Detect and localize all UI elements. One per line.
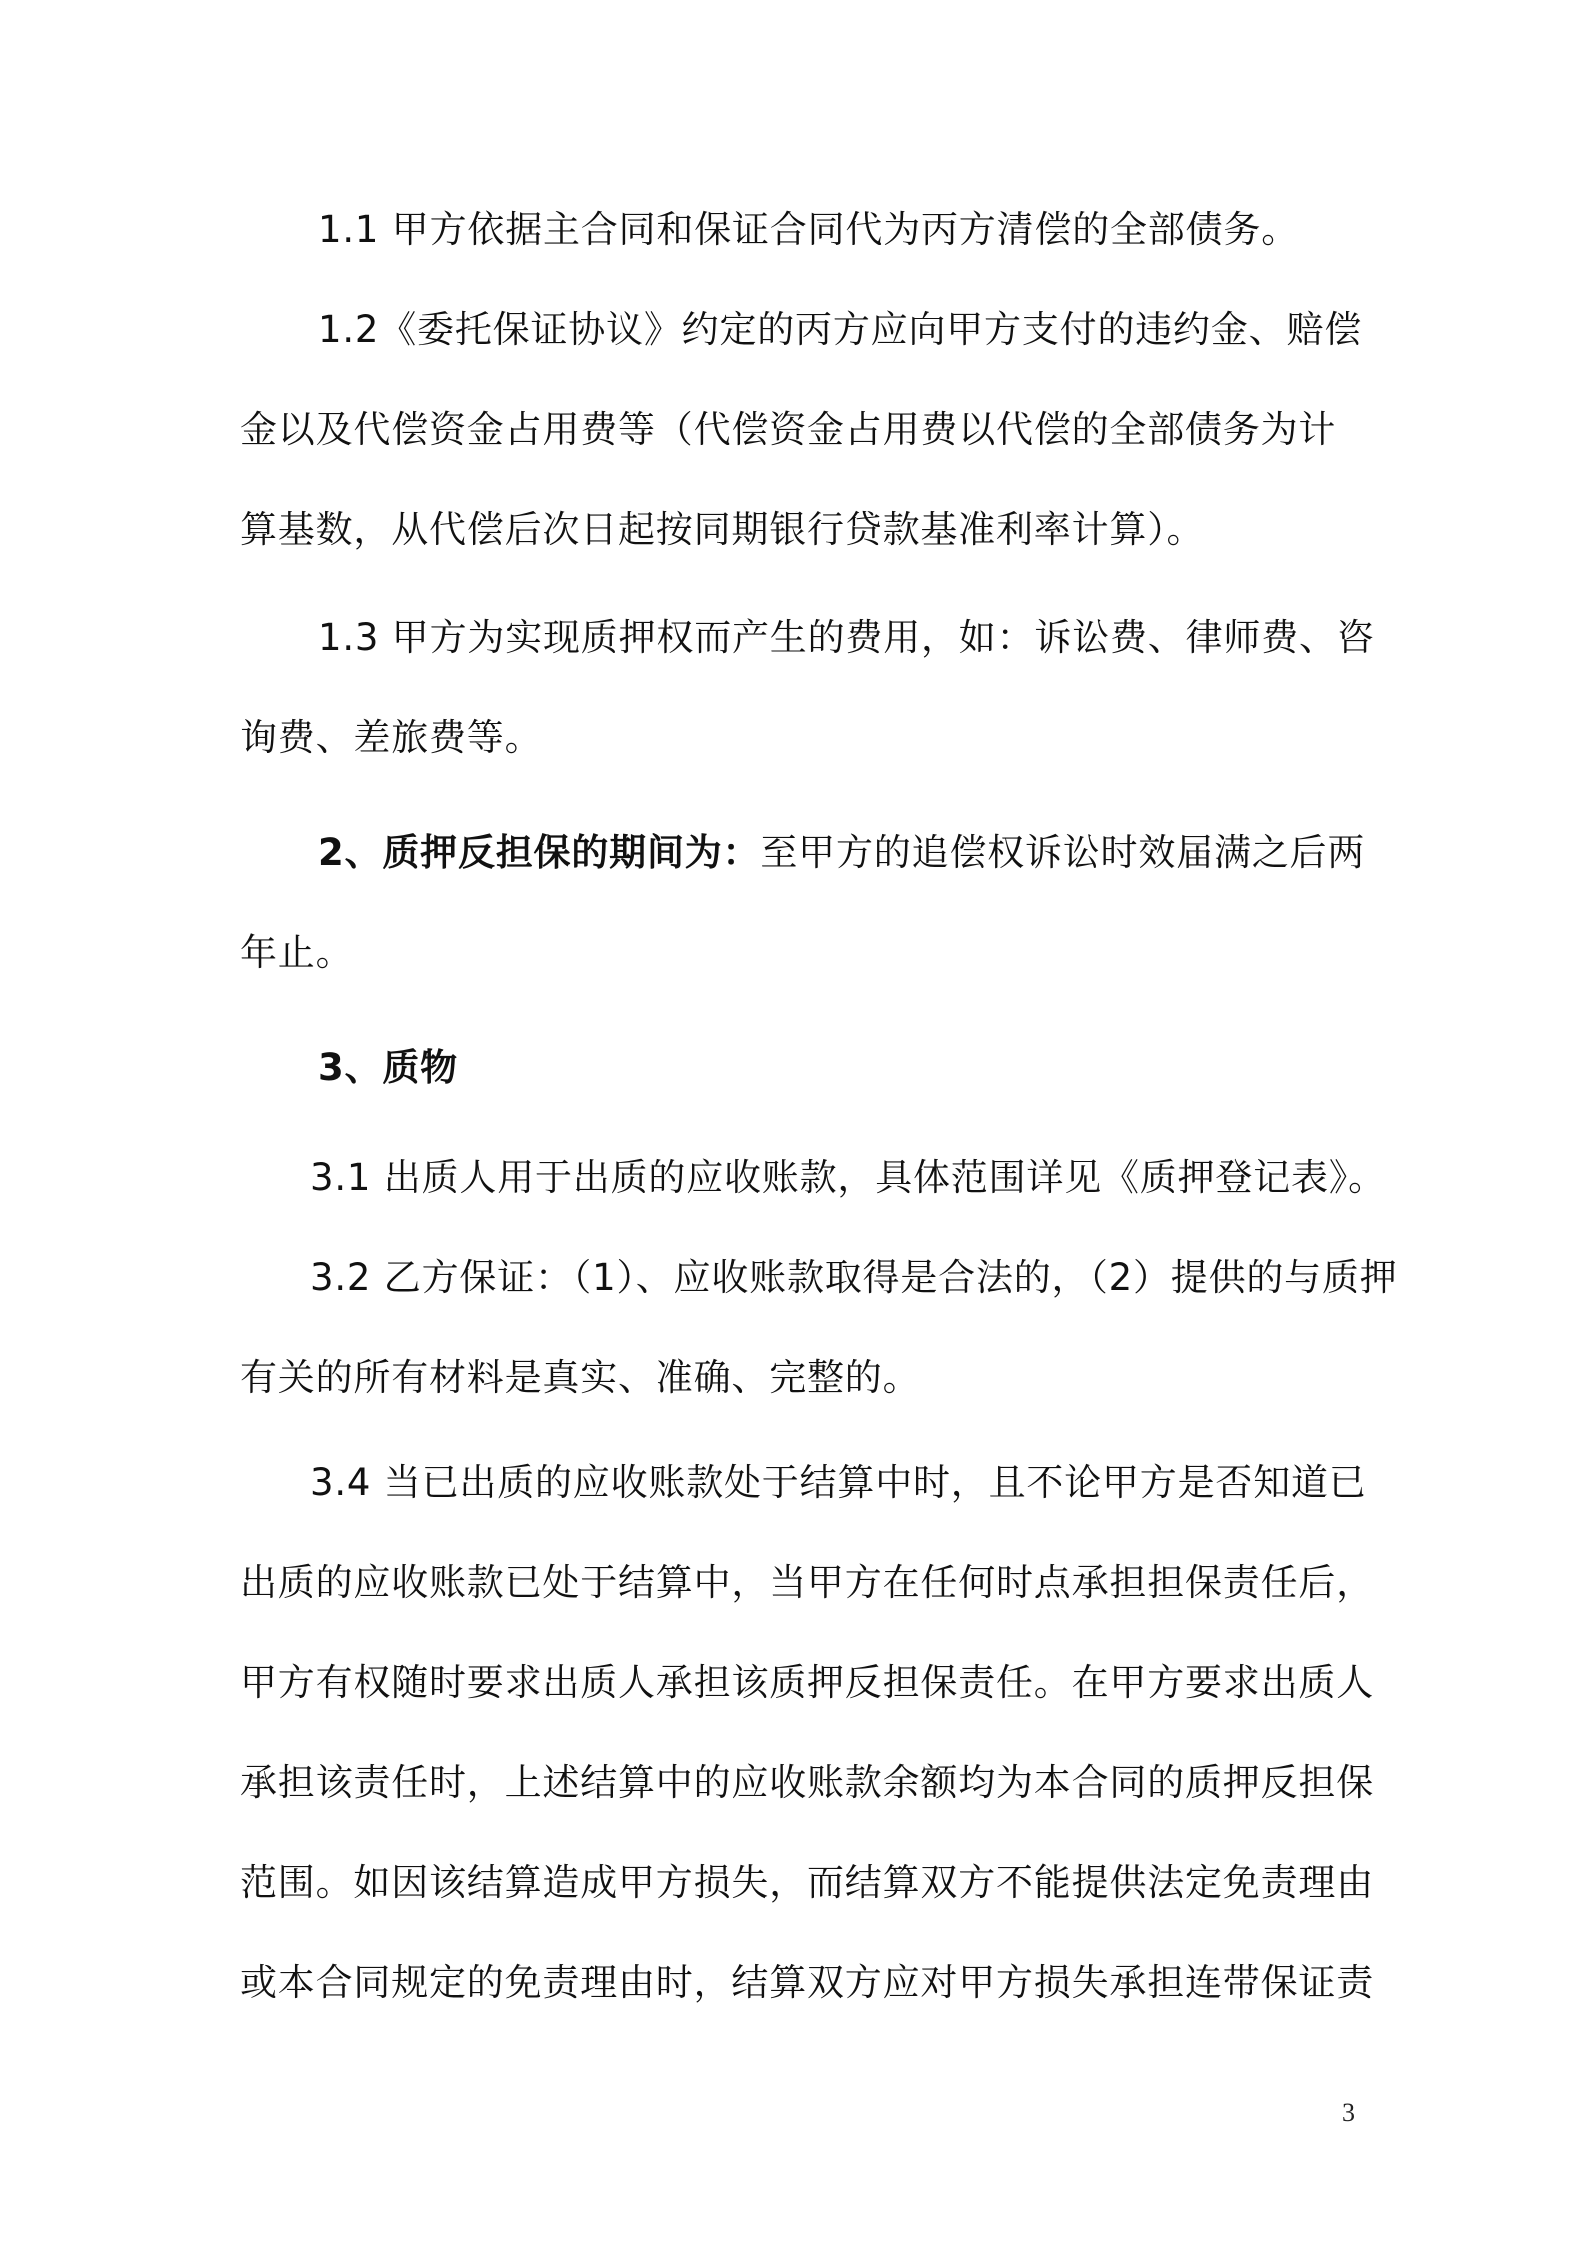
paragraph-3-4-line-6: 或本合同规定的免责理由时，结算双方应对甲方损失承担连带保证责	[240, 1961, 1374, 2004]
section-3-heading: 3、质物	[318, 1046, 458, 1089]
paragraph-3-4-line-2: 出质的应收账款已处于结算中，当甲方在任何时点承担担保责任后，	[240, 1561, 1374, 1604]
paragraph-2-line-2: 年止。	[240, 931, 354, 974]
paragraph-3-4-line-5: 范围。如因该结算造成甲方损失，而结算双方不能提供法定免责理由	[240, 1861, 1374, 1904]
paragraph-1-2-line-2: 金以及代偿资金占用费等（代偿资金占用费以代偿的全部债务为计	[240, 408, 1337, 451]
paragraph-3-4-line-4: 承担该责任时，上述结算中的应收账款余额均为本合同的质押反担保	[240, 1761, 1374, 1804]
paragraph-1-2-line-1: 1.2《委托保证协议》约定的丙方应向甲方支付的违约金、赔偿	[318, 308, 1363, 351]
paragraph-1-3-line-1: 1.3 甲方为实现质押权而产生的费用，如：诉讼费、律师费、咨	[318, 616, 1375, 659]
paragraph-3-1: 3.1 出质人用于出质的应收账款，具体范围详见《质押登记表》。	[310, 1156, 1386, 1199]
section-2-text: 至甲方的追偿权诉讼时效届满之后两	[760, 831, 1366, 874]
paragraph-1-3-line-2: 询费、差旅费等。	[240, 716, 543, 759]
paragraph-3-2-line-1: 3.2 乙方保证：（1）、应收账款取得是合法的，（2）提供的与质押	[310, 1256, 1398, 1299]
paragraph-3-2-line-2: 有关的所有材料是真实、准确、完整的。	[240, 1356, 921, 1399]
paragraph-2-line-1	[318, 828, 1365, 878]
paragraph-1-2-line-3: 算基数，从代偿后次日起按同期银行贷款基准利率计算）。	[240, 508, 1205, 551]
section-2-heading: 2、质押反担保的期间为：	[318, 831, 761, 874]
paragraph-3-4-line-1: 3.4 当已出质的应收账款处于结算中时，且不论甲方是否知道已	[310, 1461, 1367, 1504]
paragraph-3-4-line-3: 甲方有权随时要求出质人承担该质押反担保责任。在甲方要求出质人	[240, 1661, 1374, 1704]
page-number: 3	[1342, 2098, 1355, 2127]
paragraph-1-1: 1.1 甲方依据主合同和保证合同代为丙方清偿的全部债务。	[318, 208, 1300, 251]
